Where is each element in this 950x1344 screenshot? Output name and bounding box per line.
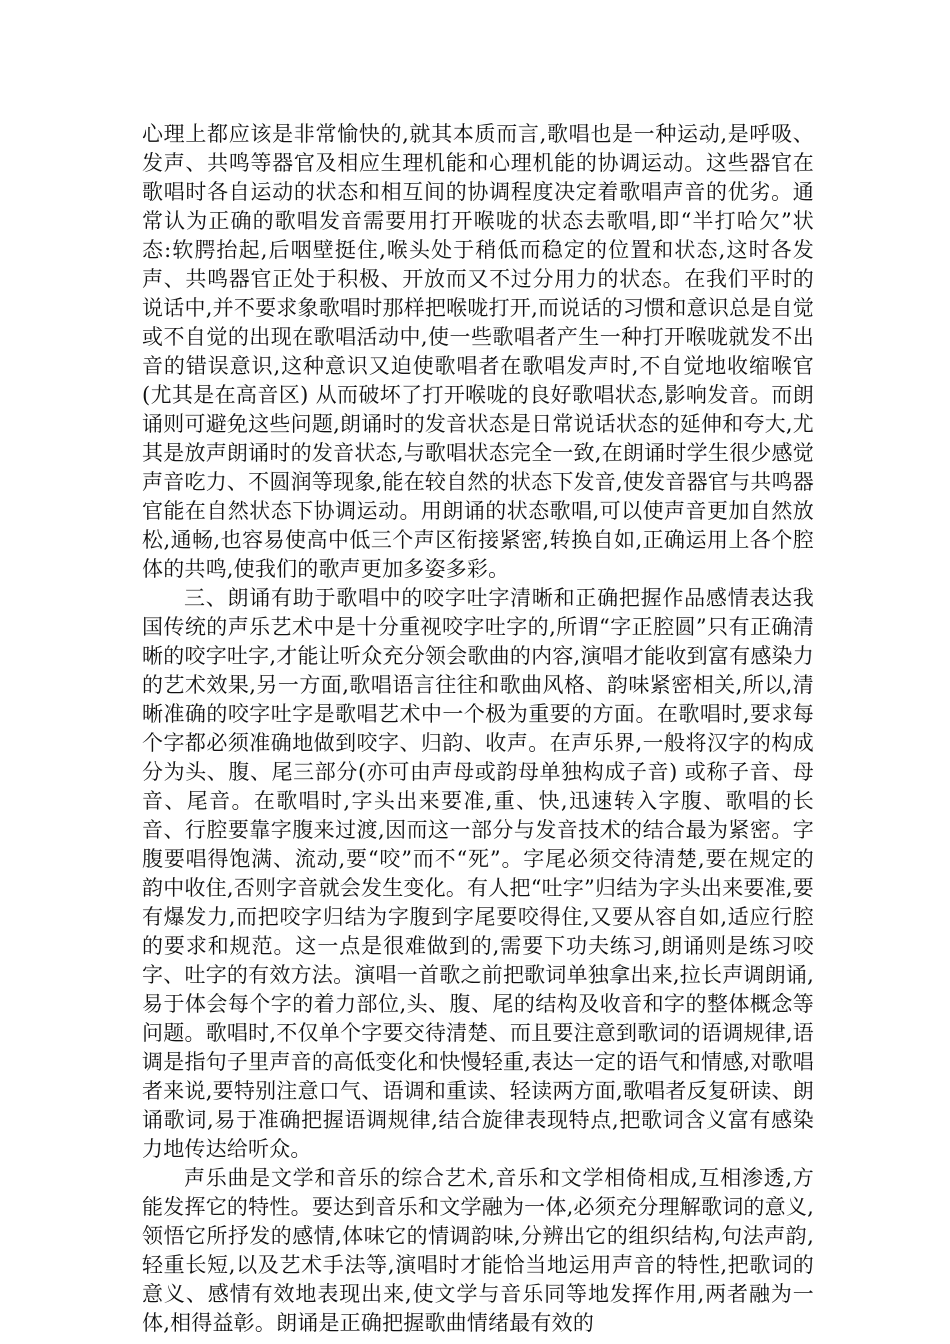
paragraph-breathing: 心理上都应该是非常愉快的,就其本质而言,歌唱也是一种运动,是呼吸、发声、共鸣等器官及相应生理机能和心理机能的协调运动。这些器官在歌唱时各自运动的状态和相互间的协调程度决定着歌唱声音的优劣。通常认为正确的歌唱发音需要用打开喉咙的状态去歌唱,即“半打哈欠”状态:软腭抬起,后咽壁挺住,喉头处于稍低而稳定的位置和状态,这时各发声、共鸣器官正处于积极、开放而又不过分用力的状态。在我们平时的说话中,并不要求象歌唱时那样把喉咙打开,而说话的习惯和意识总是自觉或不自觉的出现在歌唱活动中,使一些歌唱者产生一种打开喉咙就发不出音的错误意识,这种意识又迫使歌唱者在歌唱发声时,不自觉地收缩喉官(尤其是在高音区) 从而破坏了打开喉咙的良好歌唱状态,影响发音。而朗诵则可避免这些问题,朗诵时的发音状态是日常说话状态的延伸和夸大,尤其是放声朗诵时的发音状态,与歌唱状态完全一致,在朗诵时学生很少感觉声音吃力、不圆润等现象,能在较自然的状态下发音,使发音器官与共鸣器官能在自然状态下协调运动。用朗诵的状态歌唱,可以使声音更加自然放松,通畅,也容易使高中低三个声区衔接紧密,转换自如,正确运用上各个腔体的共鸣,使我们的歌声更加多姿多彩。 <box>142 122 814 581</box>
paragraph-articulation: 三、朗诵有助于歌唱中的咬字吐字清晰和正确把握作品感情表达我国传统的声乐艺术中是十分重视咬字吐字的,所谓“字正腔圆”只有正确清晰的咬字吐字,才能让听众充分领会歌曲的内容,演唱才能收到富有感染力的艺术效果,另一方面,歌唱语言往往和歌曲风格、韵味紧密相关,所以,清晰准确的咬字吐字是歌唱艺术中一个极为重要的方面。在歌唱时,要求每个字都必须准确地做到咬字、归韵、收声。在声乐界,一般将汉字的构成分为头、腹、尾三部分(亦可由声母或韵母单独构成子音) 或称子音、母音、尾音。在歌唱时,字头出来要准,重、快,迅速转入字腹、歌唱的长音、行腔要靠字腹来过渡,因而这一部分与发音技术的结合最为紧密。字腹要唱得饱满、流动,要“咬”而不“死”。字尾必须交待清楚,要在规定的韵中收住,否则字音就会发生变化。有人把“吐字”归结为字头出来要准,要有爆发力,而把咬字归结为字腹到字尾要咬得住,又要从容自如,适应行腔的要求和规范。这一点是很难做到的,需要下功夫练习,朗诵则是练习咬字、吐字的有效方法。演唱一首歌之前把歌词单独拿出来,拉长声调朗诵,易于体会每个字的着力部位,头、腹、尾的结构及收音和字的整体概念等问题。歌唱时,不仅单个字要交待清楚、而且要注意到歌词的语调规律,语调是指句子里声音的高低变化和快慢轻重,表达一定的语气和情感,对歌唱者来说,要特别注意口气、语调和重读、轻读两方面,歌唱者反复研读、朗诵歌词,易于准确把握语调规律,结合旋律表现特点,把歌词含义富有感染力地传达给听众。 <box>142 586 814 1161</box>
paragraph-vocal-music: 声乐曲是文学和音乐的综合艺术,音乐和文学相倚相成,互相渗透,方能发挥它的特性。要达到音乐和文学融为一体,必须充分理解歌词的意义,领悟它所抒发的感情,体味它的情调韵味,分辨出它的组织结构,句法声韵,轻重长短,以及艺术手法等,演唱时才能恰当地运用声音的特性,把歌词的意义、感情有效地表现出来,使文学与音乐同等地发挥作用,两者融为一体,相得益彰。朗诵是正确把握歌曲情绪最有效的 <box>142 1166 814 1335</box>
document-page <box>142 120 814 1338</box>
